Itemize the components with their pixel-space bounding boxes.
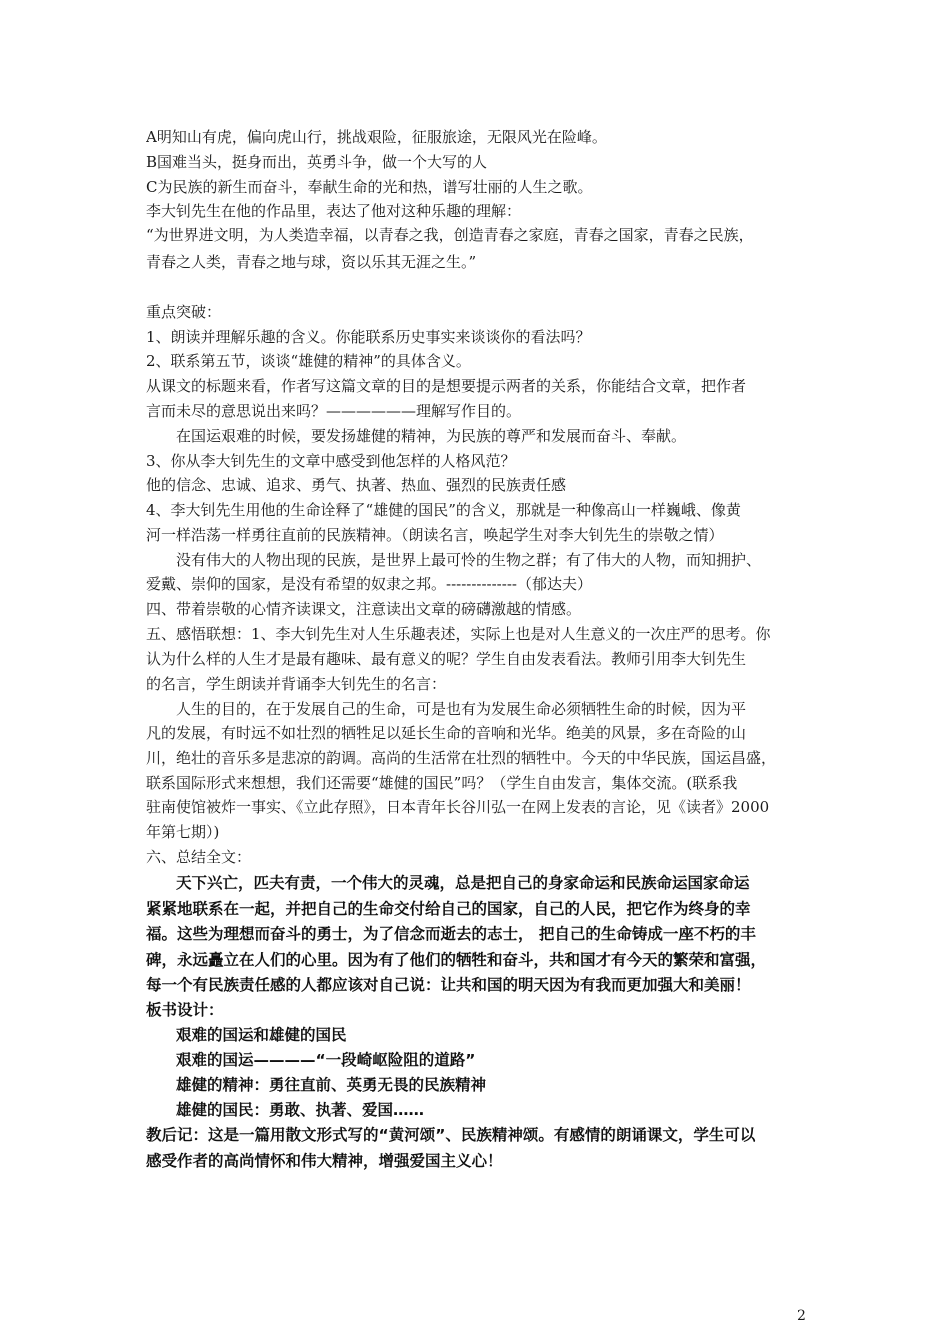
text-line: 联系国际形式来想想，我们还需要“雄健的国民”吗？（学生自由发言，集体交流。(联系我 [146,774,738,792]
text-line: 的名言，学生朗读并背诵李大钊先生的名言： [146,675,447,693]
text-line: 驻南使馆被炸一事实、《立此存照》，日本青年长谷川弘一在网上发表的言论，见《读者》2000 [146,798,770,816]
text-line: 四、带着崇敬的心情齐读课文，注意读出文章的磅礴激越的情感。 [146,600,582,618]
option-b: B国难当头，挺身而出，英勇斗争，做一个大写的人 [146,153,488,171]
text-line: 五、感悟联想：1、李大钊先生对人生乐趣表述，实际上也是对人生意义的一次庄严的思考。你 [146,625,771,643]
summary-line: 碑，永远矗立在人们的心里。因为有了他们的牺牲和奋斗，共和国才有今天的繁荣和富强， [146,951,767,969]
quote-line: 没有伟大的人物出现的民族，是世界上最可怜的生物之群；有了伟大的人物，而知拥护、 [176,551,762,569]
postscript-line: 感受作者的高尚情怀和伟大精神，增强爱国主义心！ [146,1152,503,1170]
text-line: 4、李大钊先生用他的生命诠释了“雄健的国民”的含义，那就是一种像高山一样巍峨、像黄 [146,501,741,519]
text-line: 2、联系第五节，谈谈“雄健的精神”的具体含义。 [146,352,471,370]
board-design-line: 雄健的国民：勇敢、执著、爱国…… [176,1101,425,1119]
board-design-line: 雄健的精神：勇往直前、英勇无畏的民族精神 [176,1076,487,1094]
text-line: 1、朗读并理解乐趣的含义。你能联系历史事实来谈谈你的看法吗？ [146,328,591,346]
text-line: 在国运艰难的时候，要发扬雄健的精神，为民族的尊严和发展而奋斗、奉献。 [176,427,687,445]
text-line: 3、你从李大钊先生的文章中感受到他怎样的人格风范？ [146,452,516,470]
quote-line: “为世界进文明，为人类造幸福，以青春之我，创造青春之家庭，青春之国家，青春之民族， [146,226,754,244]
text-line: 河一样浩荡一样勇往直前的民族精神。（朗读名言，唤起学生对李大钊先生的崇敬之情） [146,526,724,544]
option-c: C为民族的新生而奋斗，奉献生命的光和热，谱写壮丽的人生之歌。 [146,178,593,196]
page-number: 2 [797,1308,806,1324]
text-line: 言而未尽的意思说出来吗？——————理解写作目的。 [146,402,522,420]
quote-line: 人生的目的，在于发展自己的生命，可是也有为发展生命必须牺牲生命的时候，因为平 [176,700,747,718]
text-line: 他的信念、忠诚、追求、勇气、执著、热血、强烈的民族责任感 [146,476,567,494]
board-design-heading: 板书设计： [146,1001,224,1019]
postscript-line: 教后记：这是一篇用散文形式写的“黄河颂”、民族精神颂。有感情的朗诵课文，学生可以 [146,1126,756,1144]
section-heading: 重点突破： [146,303,222,321]
section-heading: 六、总结全文： [146,848,252,866]
summary-line: 紧紧地联系在一起，并把自己的生命交付给自己的国家，自己的人民，把它作为终身的幸 [146,900,751,918]
text-line: 从课文的标题来看，作者写这篇文章的目的是想要提示两者的关系，你能结合文章，把作者 [146,377,747,395]
summary-line: 福。这些为理想而奋斗的勇士，为了信念而逝去的志士， 把自己的生命铸成一座不朽的丰 [146,925,756,943]
quote-line: 青春之人类，青春之地与球，资以乐其无涯之生。” [146,253,477,271]
summary-line: 天下兴亡，匹夫有责，一个伟大的灵魂，总是把自己的身家命运和民族命运国家命运 [176,874,750,892]
quote-line: 爱戴、崇仰的国家，是没有希望的奴隶之邦。--------------（郁达夫） [146,575,592,593]
quote-line: 凡的发展，有时远不如壮烈的牺牲足以延长生命的音响和光华。绝美的风景，多在奇险的山 [146,724,747,742]
option-a: A明知山有虎，偏向虎山行，挑战艰险，征服旅途，无限风光在险峰。 [146,128,607,146]
summary-line: 每一个有民族责任感的人都应该对自己说：让共和国的明天因为有我而更加强大和美丽！ [146,976,751,994]
board-design-line: 艰难的国运和雄健的国民 [176,1026,347,1044]
text-line: 认为什么样的人生才是最有趣味、最有意义的呢？学生自由发表看法。教师引用李大钊先生 [146,650,747,668]
text-line: 李大钊先生在他的作品里，表达了他对这种乐趣的理解： [146,202,522,220]
quote-line: 川，绝壮的音乐多是悲凉的韵调。高尚的生活常在壮烈的牺牲中。今天的中华民族，国运昌盛， [146,749,777,767]
text-line: 年第七期）) [146,823,220,841]
board-design-line: 艰难的国运————“一段崎岖险阻的道路” [176,1051,476,1069]
